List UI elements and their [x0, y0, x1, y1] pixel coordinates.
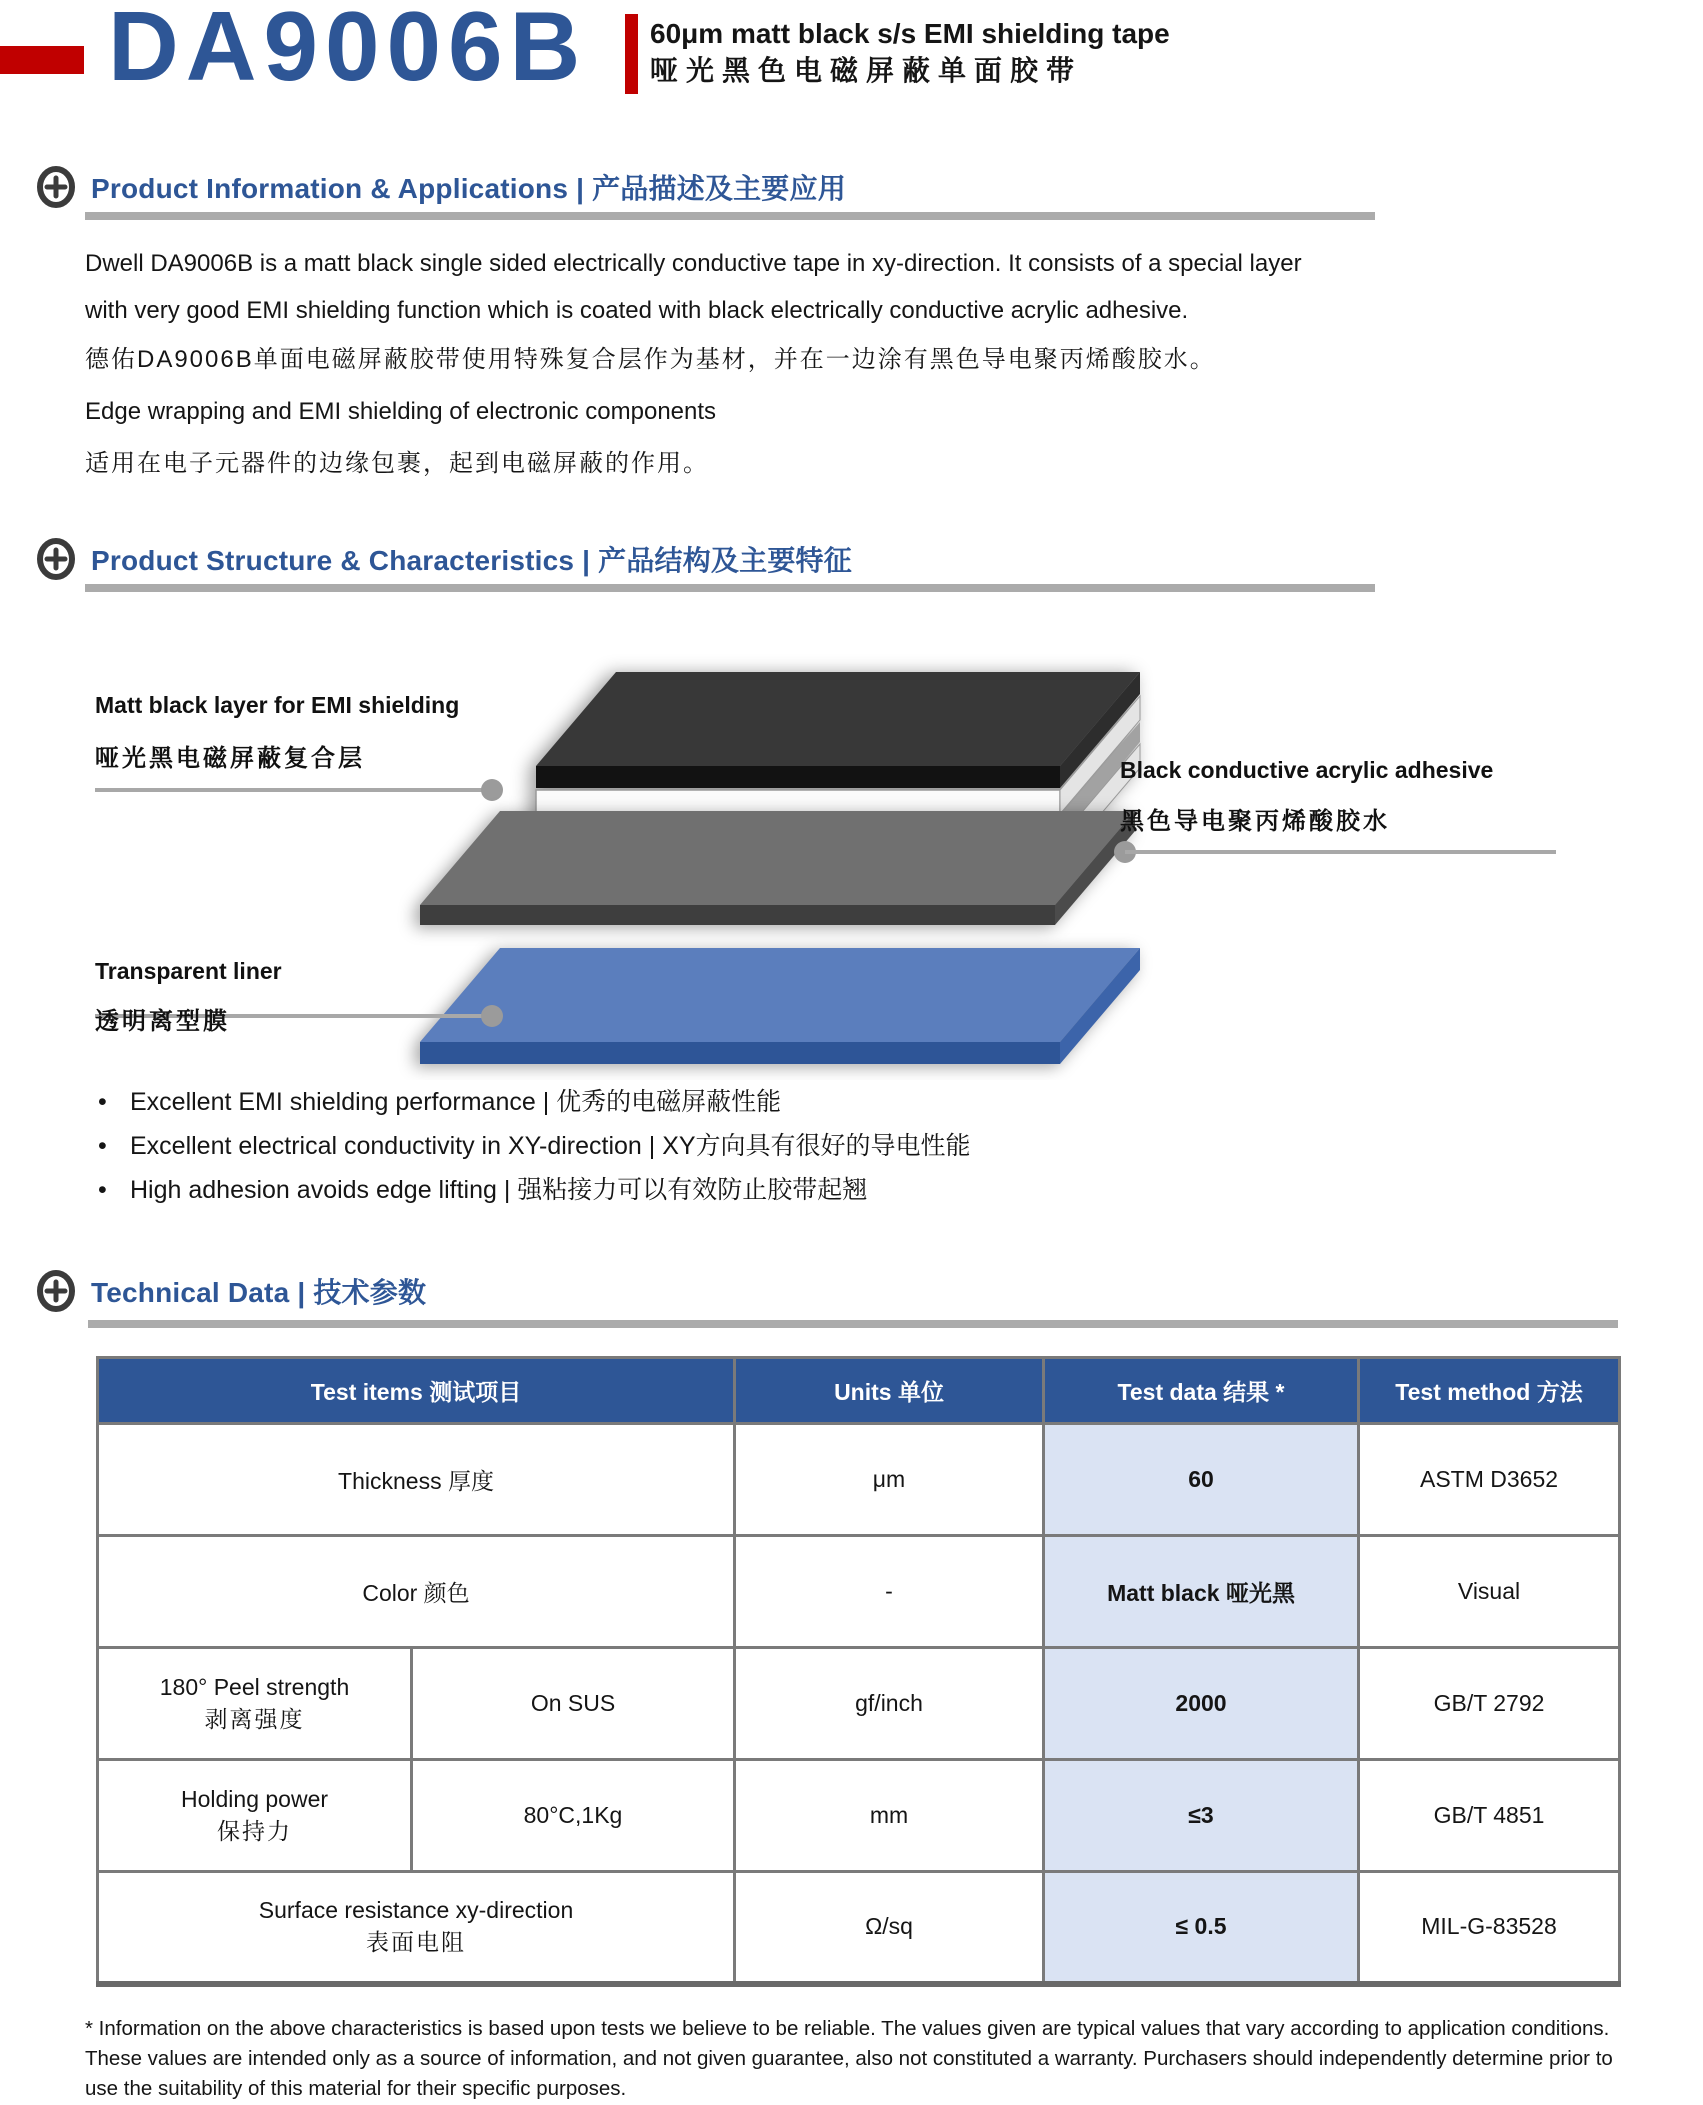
- cell-condition: On SUS: [412, 1648, 735, 1760]
- feature-list: [92, 1080, 1492, 1212]
- footnote-disclaimer: * Information on the above characteristics is based upon tests we believe to be reliable. The values given are typical values that vary according to application conditions. These values are intended only as a source of information, and not given guarantee, also not constituted a warranty. Purchasers should independently determine prior to use the suitability of this material for their specific purposes.: [85, 2017, 1613, 2100]
- product-info-block: [85, 240, 1345, 484]
- info-paragraph-zh: 德佑DA9006B单面电磁屏蔽胶带使用特殊复合层作为基材，并在一边涂有黑色导电聚丙烯酸胶水。: [85, 346, 1216, 373]
- cell-method: GB/T 4851: [1359, 1760, 1620, 1872]
- label-matt-black-en: Matt black layer for EMI shielding: [95, 692, 460, 718]
- product-subtitle-zh: 哑光黑色电磁屏蔽单面胶带: [650, 55, 1083, 86]
- section-rule: [85, 212, 1375, 220]
- feature-item: • Excellent electrical conductivity in XY-direction | XY方向具有很好的导电性能: [92, 1124, 1492, 1168]
- cell-method: MIL-G-83528: [1359, 1872, 1620, 1984]
- plus-circle-icon: [34, 164, 78, 210]
- label-adhesive-zh: 黑色导电聚丙烯酸胶水: [1120, 808, 1390, 835]
- cell-item-line1: 180° Peel strength: [159, 1673, 350, 1700]
- cell-item: [98, 1872, 735, 1984]
- cell-condition: 80°C,1Kg: [412, 1760, 735, 1872]
- cell-value: ≤ 0.5: [1044, 1872, 1359, 1984]
- cell-item-line2: 表面电阻: [366, 1928, 466, 1955]
- table-header-row: [98, 1358, 1620, 1424]
- product-subtitle: [650, 16, 1170, 90]
- feature-item: • High adhesion avoids edge lifting | 强粘接力可以有效防止胶带起翘: [92, 1168, 1492, 1212]
- application-line-zh: 适用在电子元器件的边缘包裹，起到电磁屏蔽的作用。: [85, 450, 709, 477]
- cell-value: 60: [1044, 1424, 1359, 1536]
- table-row-surface-resistance: [98, 1872, 1620, 1984]
- cell-item: Color 颜色: [98, 1536, 735, 1648]
- adhesive-slab: [420, 811, 1135, 925]
- cell-value: 2000: [1044, 1648, 1359, 1760]
- section-heading-info: [34, 164, 846, 210]
- leader-dot: [481, 779, 503, 801]
- application-line-en: Edge wrapping and EMI shielding of electronic components: [85, 398, 717, 425]
- technical-data-table: [96, 1356, 1621, 1987]
- section-title-structure: Product Structure & Characteristics | 产品结构及主要特征: [91, 545, 852, 576]
- table-row-color: [98, 1536, 1620, 1648]
- cell-item-line1: Surface resistance xy-direction: [258, 1896, 574, 1923]
- col-header-test-items: Test items 测试项目: [98, 1358, 735, 1424]
- info-paragraph-en: Dwell DA9006B is a matt black single sided electrically conductive tape in xy-direction. It consists of a special layer with very good EMI shielding function which is coated with black electrically conductive acrylic adhesive.: [85, 250, 1302, 324]
- red-dash-accent: [0, 46, 84, 74]
- section-rule: [88, 1320, 1618, 1328]
- section-heading-structure: [34, 536, 852, 582]
- table-row-peel-strength: [98, 1648, 1620, 1760]
- plus-circle-icon: [34, 1268, 78, 1314]
- label-matt-black-zh: 哑光黑电磁屏蔽复合层: [95, 745, 365, 772]
- leader-dot: [481, 1005, 503, 1027]
- cell-item: [98, 1648, 412, 1760]
- cell-method: GB/T 2792: [1359, 1648, 1620, 1760]
- cell-item-line1: Holding power: [180, 1785, 329, 1812]
- col-header-test-data: Test data 结果 *: [1044, 1358, 1359, 1424]
- table-row-holding-power: [98, 1760, 1620, 1872]
- cell-unit: Ω/sq: [735, 1872, 1044, 1984]
- product-code-title: DA9006B: [108, 0, 588, 101]
- section-heading-technical: [34, 1268, 426, 1314]
- cell-unit: mm: [735, 1760, 1044, 1872]
- cell-method: Visual: [1359, 1536, 1620, 1648]
- section-title-info: Product Information & Applications | 产品描述及主要应用: [91, 173, 846, 204]
- cell-item-line2: 剥离强度: [204, 1705, 305, 1732]
- label-liner-en: Transparent liner: [95, 958, 282, 984]
- section-title-technical: Technical Data | 技术参数: [91, 1277, 427, 1308]
- cell-item-line2: 保持力: [217, 1817, 292, 1844]
- plus-circle-icon: [34, 536, 78, 582]
- cell-item: Thickness 厚度: [98, 1424, 735, 1536]
- cell-unit: gf/inch: [735, 1648, 1044, 1760]
- cell-unit: -: [735, 1536, 1044, 1648]
- product-subtitle-en: 60μm matt black s/s EMI shielding tape: [650, 18, 1170, 49]
- red-divider-bar: [625, 14, 638, 94]
- cell-value: Matt black 哑光黑: [1044, 1536, 1359, 1648]
- feature-item: • Excellent EMI shielding performance | 优秀的电磁屏蔽性能: [92, 1080, 1492, 1124]
- cell-value: ≤3: [1044, 1760, 1359, 1872]
- label-adhesive-en: Black conductive acrylic adhesive: [1120, 757, 1494, 783]
- col-header-units: Units 单位: [735, 1358, 1044, 1424]
- cell-item: [98, 1760, 412, 1872]
- liner-slab: [420, 948, 1140, 1064]
- section-rule: [85, 584, 1375, 592]
- col-header-test-method: Test method 方法: [1359, 1358, 1620, 1424]
- label-liner-zh: 透明离型膜: [95, 1008, 230, 1035]
- cell-method: ASTM D3652: [1359, 1424, 1620, 1536]
- table-row-thickness: [98, 1424, 1620, 1536]
- cell-unit: μm: [735, 1424, 1044, 1536]
